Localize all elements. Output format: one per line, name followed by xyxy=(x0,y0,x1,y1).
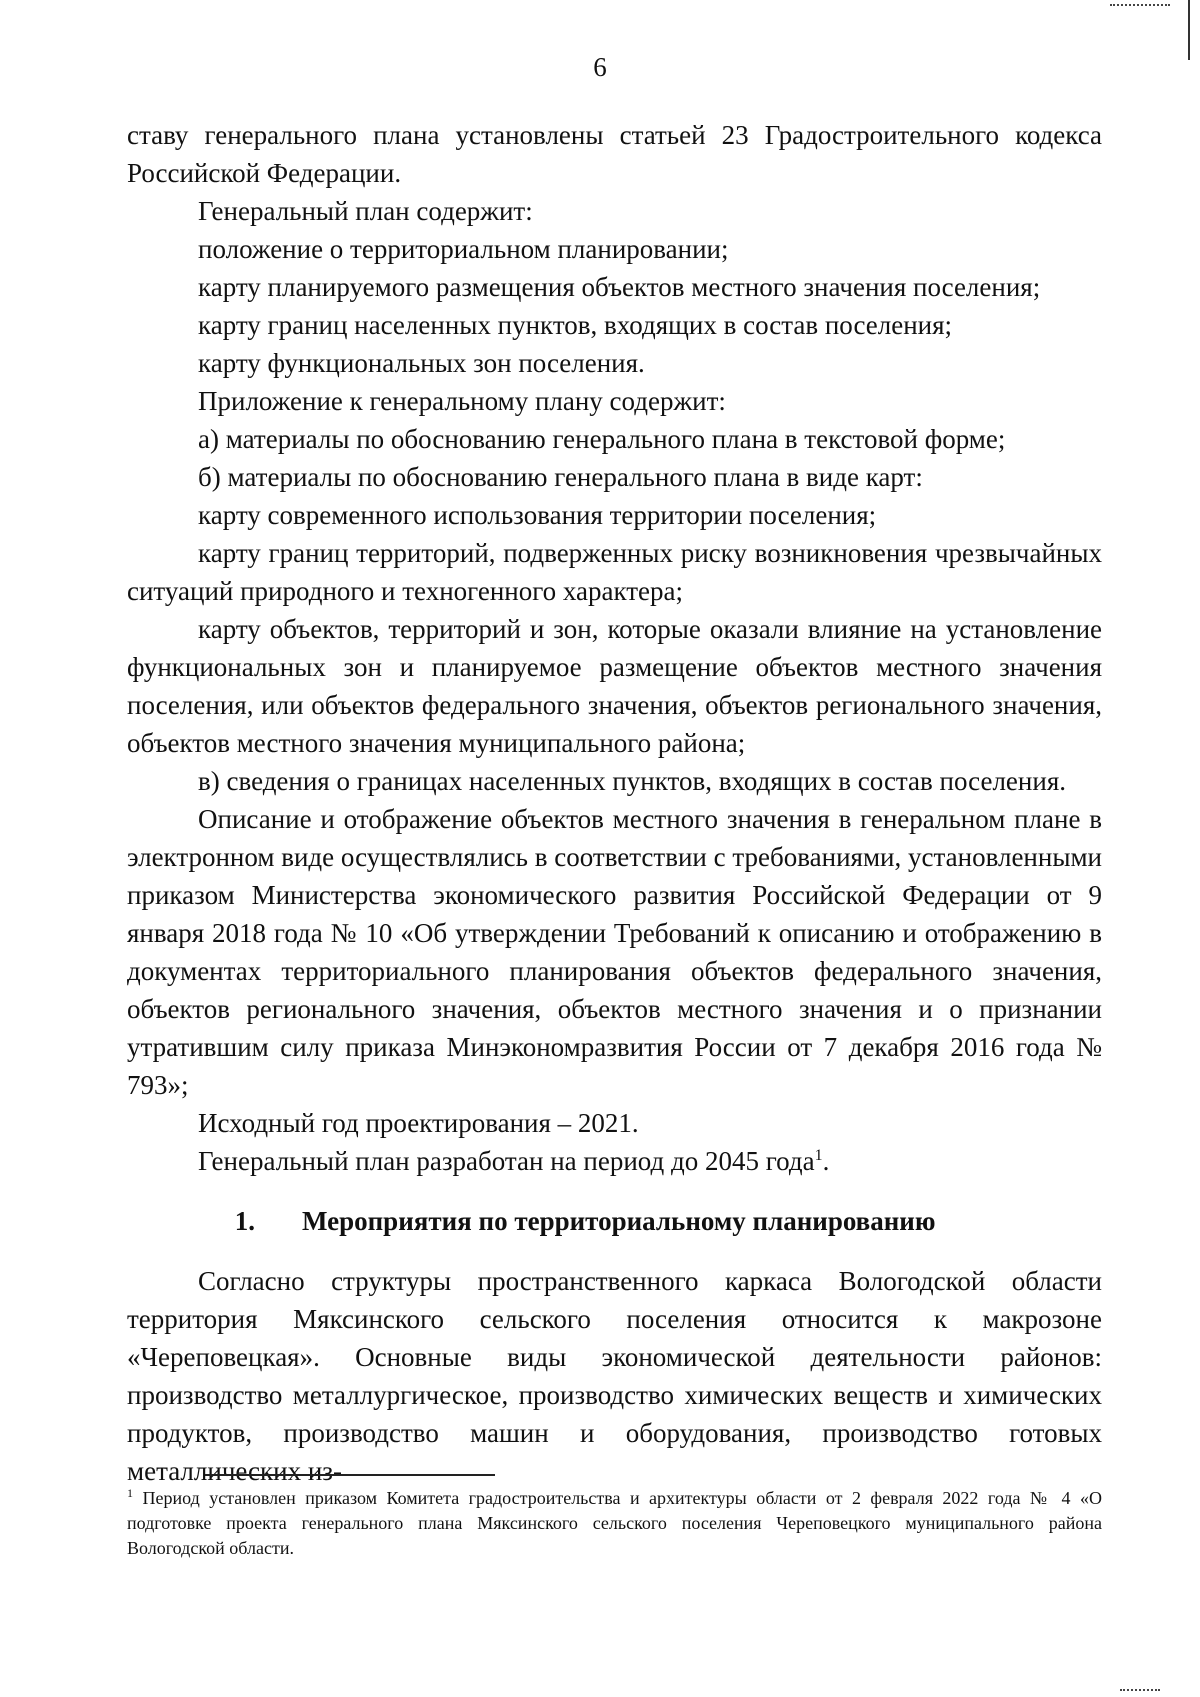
footnote-reference[interactable]: 1 xyxy=(814,1147,823,1164)
paragraph-4: карту границ населенных пунктов, входящих в состав поселения; xyxy=(198,310,953,340)
paragraph-9: карту современного использования территории поселения; xyxy=(198,500,877,530)
section-heading xyxy=(127,1202,1102,1240)
paragraph-5: карту функциональных зон поселения. xyxy=(198,348,645,378)
body-text xyxy=(127,116,1102,1490)
paragraph-14: Исходный год проектирования – 2021. xyxy=(198,1108,639,1138)
paragraph-11: карту объектов, территорий и зон, которые оказали влияние на установление функциональных зон и планируемое размещение объектов местного значения поселения, или объектов федерального значения, объектов регионального значения, объектов местного значения муниципального района; xyxy=(127,614,1102,758)
scan-artifact-top xyxy=(1110,0,1170,6)
paragraph-13: Описание и отображение объектов местного значения в генеральном плане в электронном виде осуществлялись в соответствии с требованиями, установленными приказом Министерства экономического развития Российской Федерации от 9 января 2018 года № 10 «Об утверждении Требований к описанию и отображению в документах территориального планирования объектов федерального значения, объектов регионального значения, объектов местного значения и о признании утратившим силу приказа Минэкономразвития России от 7 декабря 2016 года № 793»; xyxy=(127,804,1102,1100)
paragraph-8: б) материалы по обоснованию генерального плана в виде карт: xyxy=(198,462,923,492)
section-number: 1. xyxy=(234,1206,255,1236)
footnote-divider xyxy=(205,1474,495,1476)
section-paragraph: Согласно структуры пространственного каркаса Вологодской области территория Мяксинского сельского поселения относится к макрозоне «Череповецкая». Основные виды экономической деятельности районов: производство металлургическое, производство химических веществ и химических продуктов, производство машин и оборудования, производство готовых металлических из- xyxy=(127,1266,1102,1486)
paragraph-12: в) сведения о границах населенных пунктов, входящих в состав поселения. xyxy=(198,766,1066,796)
paragraph-7: а) материалы по обоснованию генерального плана в текстовой форме; xyxy=(198,424,1006,454)
paragraph-3: карту планируемого размещения объектов местного значения поселения; xyxy=(198,272,1041,302)
paragraph-15-end: . xyxy=(822,1146,830,1176)
paragraph-10: карту границ территорий, подверженных риску возникновения чрезвычайных ситуаций природного и техногенного характера; xyxy=(127,538,1102,606)
page-number: 6 xyxy=(593,52,607,82)
footnote-marker: 1 xyxy=(127,1486,133,1500)
footnote-text: Период установлен приказом Комитета градостроительства и архитектуры области от 2 февраля 2022 года № 4 «О подготовке проекта генерального плана Мяксинского сельского поселения Череповецкого муниципального района Вологодской области. xyxy=(127,1488,1102,1558)
footnote xyxy=(127,1486,1102,1561)
paragraph-15-text: Генеральный план разработан на период до 2045 года xyxy=(198,1146,815,1176)
section-title: Мероприятия по территориальному планированию xyxy=(302,1206,936,1236)
scan-artifact-bottom xyxy=(1120,1689,1160,1695)
paragraph-0: ставу генерального плана установлены статьей 23 Градостроительного кодекса Российской Федерации. xyxy=(127,120,1102,188)
paragraph-15 xyxy=(127,1142,1102,1180)
paragraph-6: Приложение к генеральному плану содержит: xyxy=(198,386,726,416)
paragraph-1: Генеральный план содержит: xyxy=(198,196,533,226)
scan-artifact-edge xyxy=(1188,0,1190,60)
paragraph-2: положение о территориальном планировании; xyxy=(198,234,729,264)
